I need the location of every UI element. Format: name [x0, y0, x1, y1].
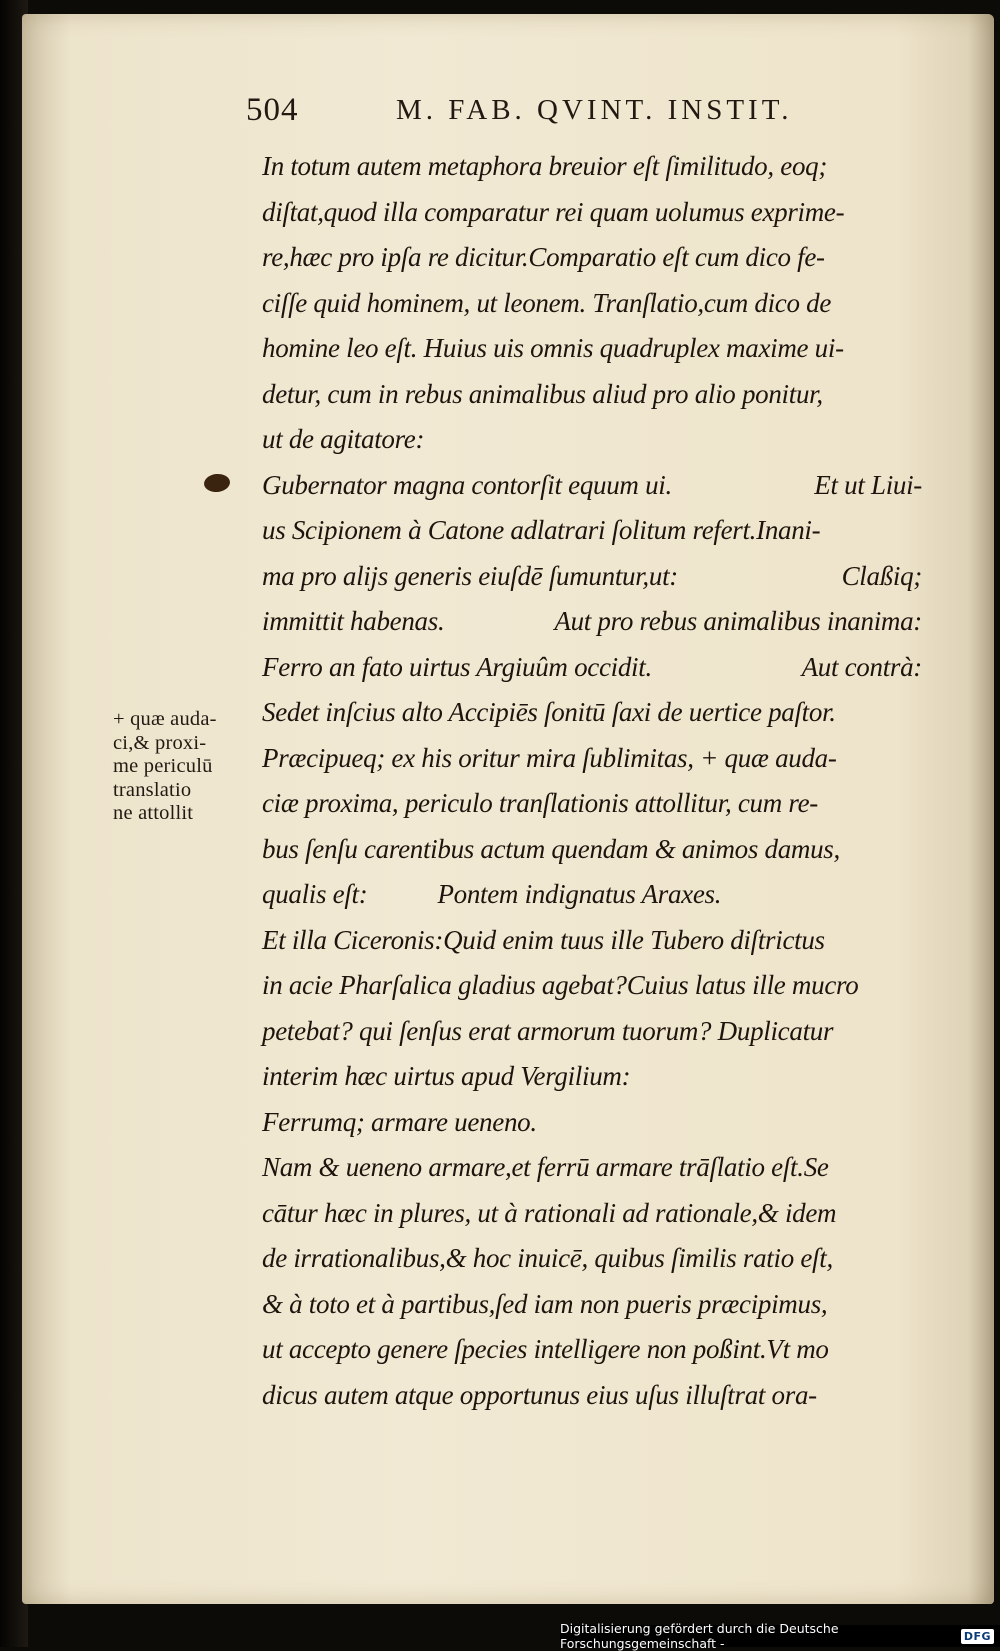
text-segment: Ferrumq; armare ueneno.	[262, 1106, 537, 1137]
dfg-logo: DFG	[961, 1629, 994, 1644]
running-head: M. FAB. QVINT. INSTIT.	[396, 94, 793, 126]
text-segment: detur, cum in rebus animalibus aliud pro alio ponitur,	[262, 378, 823, 409]
text-line	[262, 190, 922, 236]
body-text	[262, 144, 922, 1418]
text-segment: Claßiq;	[841, 560, 922, 591]
text-line	[262, 417, 922, 463]
marginal-note-line: me periculū	[113, 755, 213, 777]
text-segment: homine leo eſt. Huius uis omnis quadruplex maxime ui-	[262, 333, 844, 363]
marginal-note-line: ne attollit	[113, 802, 194, 824]
text-line	[262, 1145, 922, 1191]
text-segment: re,hæc pro ipſa re dicitur.Comparatio eſt cum dico fe-	[262, 242, 825, 272]
text-segment: Ferro an fato uirtus Argiuûm occidit.	[262, 651, 652, 682]
text-line	[262, 645, 922, 691]
text-line	[262, 1282, 922, 1328]
text-line	[262, 872, 922, 918]
text-segment: dicus autem atque opportunus eius uſus illuſtrat ora-	[262, 1379, 817, 1410]
text-line	[262, 372, 922, 418]
text-segment: in acie Pharſalica gladius agebat?Cuius latus ille mucro	[262, 970, 859, 1000]
text-line	[262, 963, 922, 1009]
text-line	[262, 781, 922, 827]
text-segment: us Scipionem à Catone adlatrari ſolitum refert.Inani-	[262, 515, 821, 545]
page-number: 504	[246, 92, 299, 128]
text-line	[262, 463, 922, 509]
credit-text: Digitalisierung gefördert durch die Deutsche Forschungsgemeinschaft -	[560, 1621, 839, 1651]
text-segment: immittit habenas.	[262, 606, 445, 636]
text-line	[262, 827, 922, 873]
text-segment: petebat? qui ſenſus erat armorum tuorum? Duplicatur	[262, 1015, 834, 1046]
text-segment: ciæ proxima, periculo tranſlationis attollitur, cum re-	[262, 788, 818, 818]
text-segment: Aut pro rebus animalibus inanima:	[554, 606, 922, 636]
text-segment: ciſſe quid hominem, ut leonem. Tranſlatio,cum dico de	[262, 287, 832, 318]
text-segment: interim hæc uirtus apud Vergilium:	[262, 1061, 631, 1091]
text-line	[262, 1327, 922, 1373]
text-segment: Sedet inſcius alto Accipiēs ſonitū ſaxi de uertice paſtor.	[262, 697, 836, 727]
marginal-note	[113, 708, 243, 826]
text-line	[262, 1009, 922, 1055]
text-line	[262, 690, 922, 736]
text-segment: Et illa Ciceronis:Quid enim tuus ille Tubero diſtrictus	[262, 924, 825, 955]
text-segment: Aut contrà:	[801, 651, 922, 682]
text-segment: ut accepto genere ſpecies intelligere non poßint.Vt mo	[262, 1334, 829, 1364]
text-segment: cātur hæc in plures, ut à rationali ad rationale,& idem	[262, 1197, 837, 1228]
text-line	[262, 918, 922, 964]
text-segment: qualis eſt:	[262, 879, 368, 909]
text-segment: diſtat,quod illa comparatur rei quam uolumus exprime-	[262, 196, 845, 227]
text-segment: Præcipueq; ex his oritur mira ſublimitas, + quæ auda-	[262, 742, 837, 773]
marginal-note-line: ci,& proxi-	[113, 731, 207, 754]
marginal-note-line: translatio	[113, 778, 192, 801]
text-line	[262, 1100, 922, 1146]
text-line	[262, 281, 922, 327]
text-segment: Et ut Liui-	[814, 469, 922, 500]
text-line	[262, 144, 922, 190]
digitization-credit	[560, 1621, 1000, 1651]
text-line	[262, 326, 922, 372]
text-segment: bus ſenſu carentibus actum quendam & animos damus,	[262, 833, 840, 864]
text-line	[262, 554, 922, 600]
text-segment: In totum autem metaphora breuior eſt ſimilitudo, eoq;	[262, 151, 828, 181]
text-line	[262, 1191, 922, 1237]
text-segment: & à toto et à partibus,ſed iam non pueris præcipimus,	[262, 1288, 828, 1319]
page-header	[246, 92, 926, 138]
text-segment: Pontem indignatus Araxes.	[437, 879, 722, 909]
text-line	[262, 1373, 922, 1419]
text-segment: de irrationalibus,& hoc inuicē, quibus ſimilis ratio eſt,	[262, 1243, 833, 1273]
text-line	[262, 235, 922, 281]
text-line	[262, 599, 922, 645]
text-line	[262, 508, 922, 554]
text-line	[262, 1054, 922, 1100]
text-segment: Nam & ueneno armare,et ferrū armare trāſlatio eſt.Se	[262, 1152, 829, 1182]
text-line	[262, 1236, 922, 1282]
text-segment: ut de agitatore:	[262, 424, 425, 454]
marginal-note-line: + quæ auda-	[113, 708, 217, 730]
page-gutter-shadow	[968, 14, 994, 1604]
text-line	[262, 736, 922, 782]
text-segment: ma pro alijs generis eiuſdē ſumuntur,ut:	[262, 560, 678, 591]
text-segment: Gubernator magna contorſit equum ui.	[262, 469, 672, 500]
